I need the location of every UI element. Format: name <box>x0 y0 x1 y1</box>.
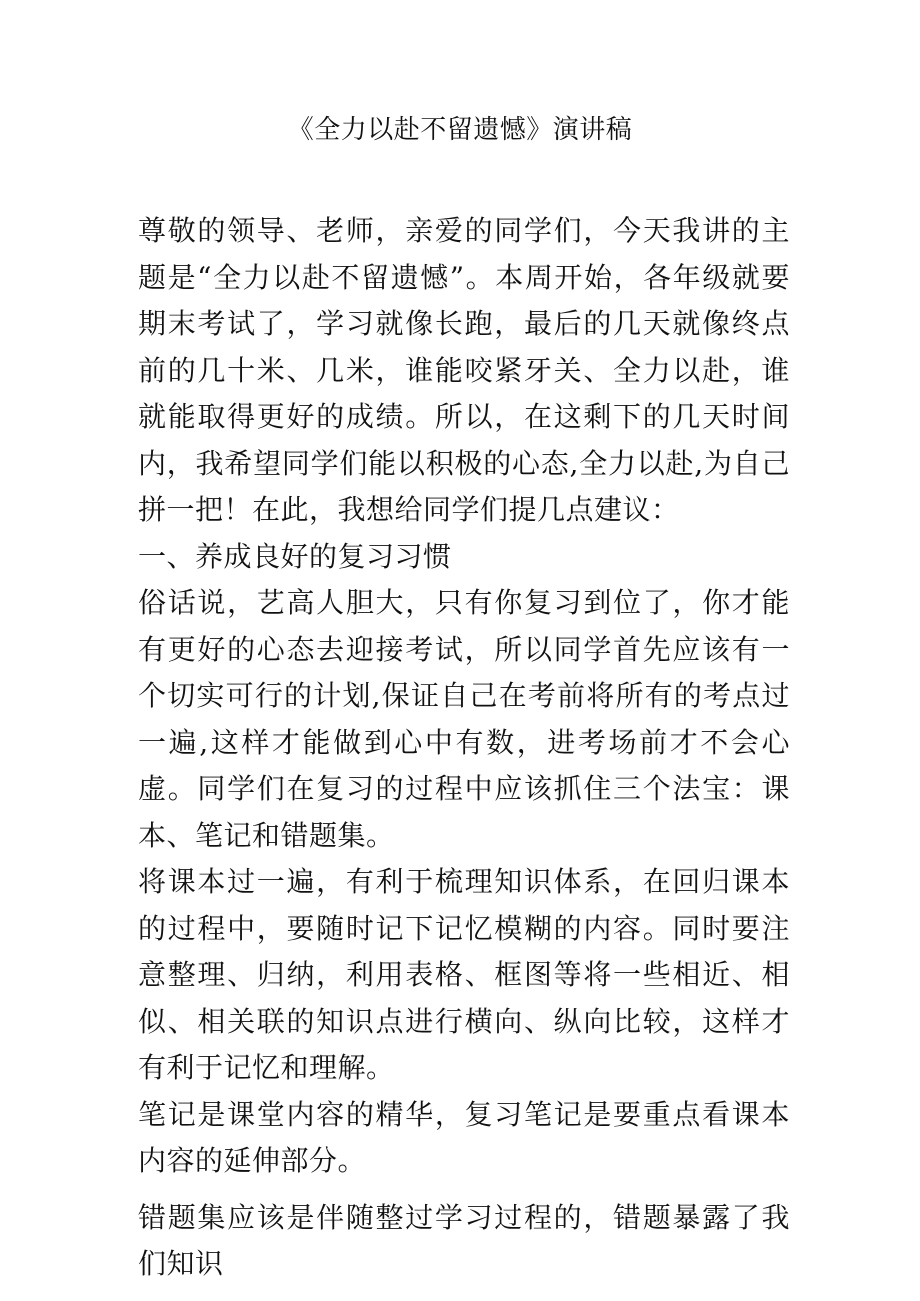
document-body <box>138 208 790 1288</box>
paragraph-error-collection: 错题集应该是伴随整过学习过程的，错题暴露了我们知识 <box>138 1200 790 1280</box>
paragraph-notes: 笔记是课堂内容的精华，复习笔记是要重点看课本内容的延伸部分。 <box>138 1097 790 1177</box>
paragraph-review-habits: 俗话说，艺高人胆大，只有你复习到位了，你才能有更好的心态去迎接考试，所以同学首先应该有一个切实可行的计划,保证自己在考前将所有的考点过一遍,这样才能做到心中有数，进考场前才不会心虚。同学们在复习的过程中应该抓住三个法宝：课本、笔记和错题集。 <box>138 586 790 852</box>
paragraph-textbook: 将课本过一遍，有利于梳理知识体系，在回归课本的过程中，要随时记下记忆模糊的内容。同时要注意整理、归纳，利用表格、框图等将一些相近、相似、相关联的知识点进行横向、纵向比较，这样才有利于记忆和理解。 <box>138 865 790 1084</box>
paragraph-intro: 尊敬的领导、老师，亲爱的同学们，今天我讲的主题是“全力以赴不留遗憾”。本周开始，各年级就要期末考试了，学习就像长跑，最后的几天就像终点前的几十米、几米，谁能咬紧牙关、全力以赴，谁就能取得更好的成绩。所以，在这剩下的几天时间内，我希望同学们能以积极的心态,全力以赴,为自己拼一把！在此，我想给同学们提几点建议： <box>138 214 790 526</box>
section-heading-1: 一、养成良好的复习习惯 <box>138 539 452 573</box>
document-title: 《全力以赴不留遗憾》演讲稿 <box>287 115 633 145</box>
